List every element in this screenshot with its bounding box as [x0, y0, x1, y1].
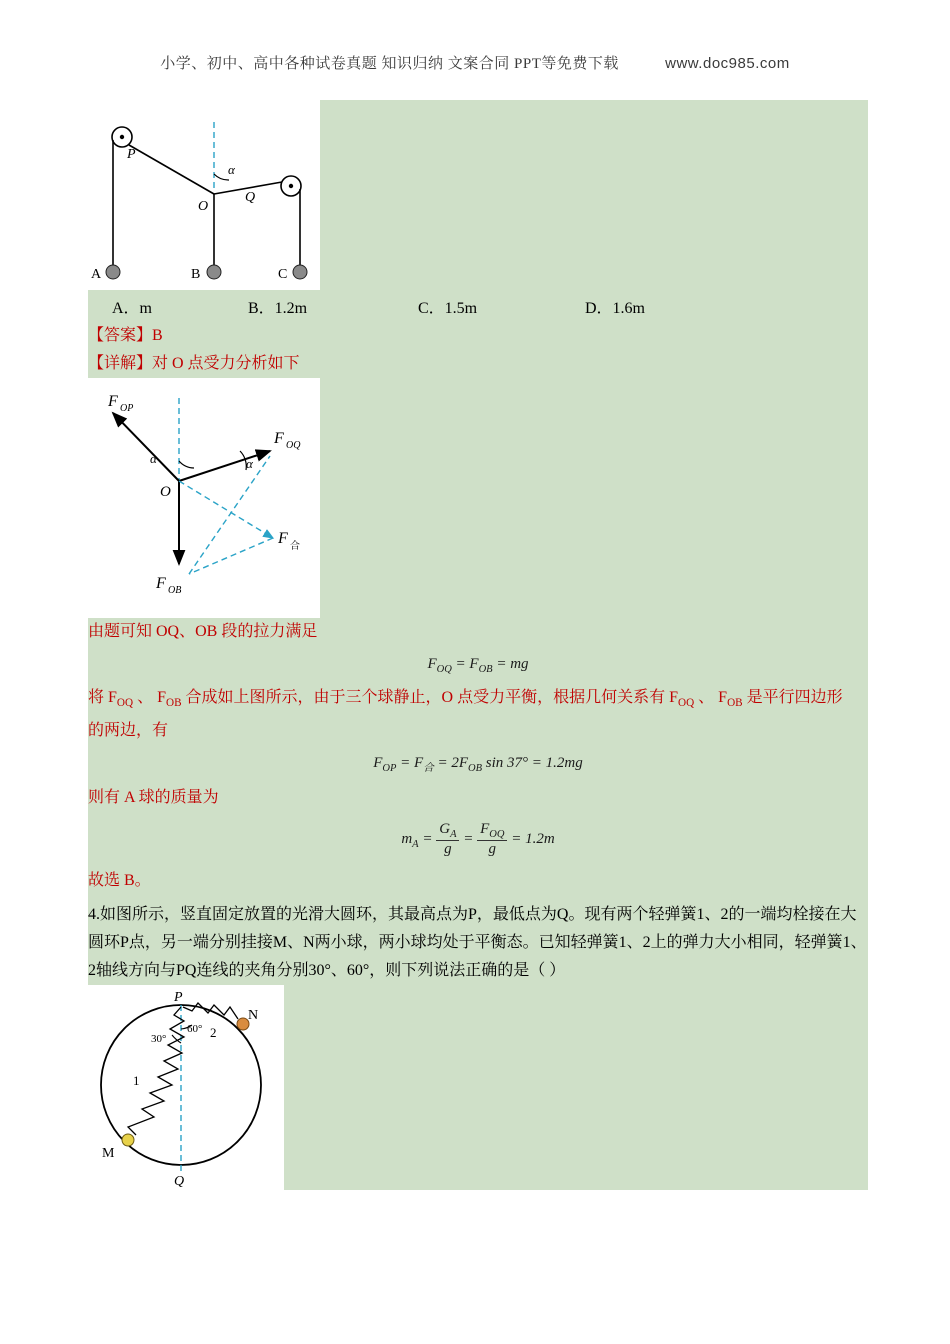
text-line-2-p1: 将 F — [88, 689, 117, 706]
svg-text:Q: Q — [174, 1174, 185, 1190]
figure-1 — [88, 100, 320, 290]
text-line-2-s4: OB — [727, 697, 743, 710]
svg-text:M: M — [102, 1146, 115, 1162]
svg-text:α: α — [228, 162, 235, 177]
svg-text:B: B — [191, 267, 201, 282]
text-line-2-p2: 、 F — [133, 689, 166, 706]
text-line-3: 的两边，有 — [88, 717, 868, 745]
text-line-4: 则有 A 球的质量为 — [88, 784, 868, 812]
svg-text:OP: OP — [120, 403, 134, 414]
text-line-2-s1: OQ — [116, 697, 134, 710]
svg-text:合: 合 — [290, 541, 300, 552]
figure-1-svg — [88, 100, 320, 290]
formula-1: $F_{OQ} = F_{OB}$ = mg — [88, 646, 868, 684]
watermark-site: www.doc985.com — [665, 55, 790, 72]
option-c: C．1.5m — [418, 300, 478, 317]
text-line-1: 由题可知 OQ、OB 段的拉力满足 — [88, 618, 868, 646]
formula-3: $m_A$ = $\frac{G_A}{g}$ = $\frac{F_{OQ}}{g}$ = 1.2m — [88, 812, 868, 867]
svg-text:OQ: OQ — [286, 440, 301, 451]
svg-text:P: P — [127, 147, 136, 162]
text-line-2-s3: OQ — [678, 697, 695, 710]
svg-text:Q: Q — [245, 190, 256, 205]
svg-text:O: O — [198, 199, 209, 214]
figure-3-svg — [88, 985, 284, 1190]
svg-text:O: O — [160, 484, 171, 500]
page-watermark — [0, 52, 950, 73]
text-line-2-p5: 是平行四边形 — [742, 689, 843, 706]
svg-text:F: F — [278, 530, 288, 547]
option-b: B．1.2m — [248, 300, 308, 317]
svg-text:30°: 30° — [151, 1033, 167, 1046]
svg-text:A: A — [91, 267, 102, 282]
svg-text:α: α — [246, 456, 253, 471]
watermark-text: 小学、初中、高中各种试卷真题 知识归纳 文案合同 PPT等免费下载 — [160, 56, 619, 72]
text-line-2-p3: 合成如上图所示，由于三个球静止，O 点受力平衡，根据几何关系有 F — [181, 689, 678, 706]
answer-label: 【答案】B — [88, 322, 868, 350]
svg-text:F: F — [108, 393, 118, 410]
figure-2-container — [88, 378, 868, 618]
figure-1-bg-fill — [320, 100, 868, 290]
svg-text:OB: OB — [168, 585, 182, 596]
option-a: A．m — [112, 300, 153, 317]
document-content — [88, 100, 868, 1190]
svg-text:α: α — [150, 451, 157, 466]
svg-text:N: N — [248, 1008, 259, 1024]
figure-2 — [88, 378, 320, 618]
svg-text:C: C — [278, 267, 288, 282]
svg-text:1: 1 — [133, 1073, 140, 1089]
svg-text:60°: 60° — [187, 1023, 203, 1036]
answer-options-row — [88, 290, 868, 322]
svg-text:F: F — [274, 430, 284, 447]
figure-1-container — [88, 100, 868, 290]
option-d: D．1.6m — [585, 300, 646, 317]
svg-text:F: F — [156, 575, 166, 592]
text-line-5: 故选 B。 — [88, 867, 868, 901]
svg-text:2: 2 — [210, 1025, 217, 1041]
text-line-2-s2: OB — [165, 697, 182, 710]
svg-text:P: P — [174, 990, 183, 1006]
figure-3 — [88, 985, 284, 1190]
text-line-2-p4: 、 F — [694, 689, 728, 706]
formula-2: $F_{OP} = F_合 = 2F_{OB}$ sin 37° = 1.2mg — [88, 745, 868, 784]
figure-2-svg — [88, 378, 320, 618]
detail-label: 【详解】对 O 点受力分析如下 — [88, 350, 868, 378]
text-line-2 — [88, 684, 868, 717]
question-4-text: 4.如图所示，竖直固定放置的光滑大圆环，其最高点为P，最低点为Q。现有两个轻弹簧1、2的一端均栓接在大圆环P点，另一端分别挂接M、N两小球，两小球均处于平衡态。已知轻弹簧1、2上的弹力大小相同，轻弹簧1、2轴线方向与PQ连线的夹角分别30°、60°，则下列说法正确的是（ ） — [88, 901, 868, 985]
figure-3-container — [88, 985, 868, 1190]
